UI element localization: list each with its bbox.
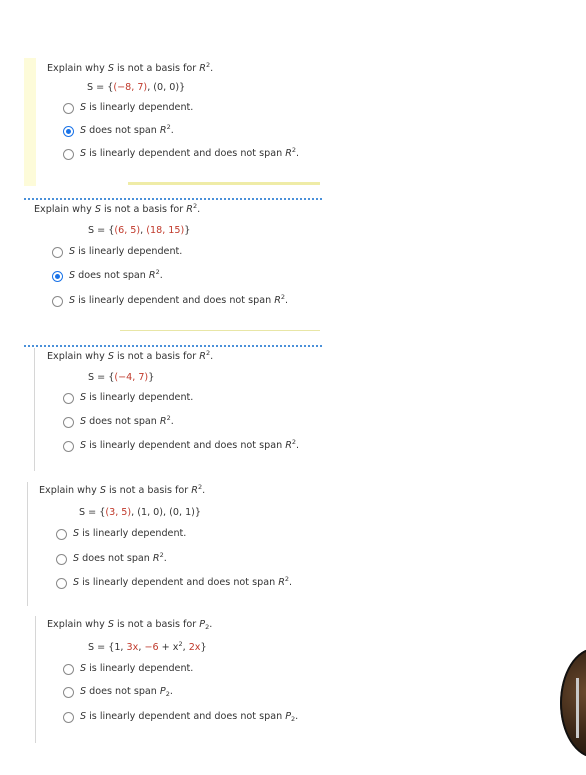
radio-button[interactable] <box>56 554 67 565</box>
radio-button[interactable] <box>63 664 74 675</box>
radio-button[interactable] <box>56 529 67 540</box>
question-border <box>34 348 35 471</box>
radio-button[interactable] <box>52 296 63 307</box>
radio-button[interactable] <box>63 687 74 698</box>
set-definition: S = {(3, 5), (1, 0), (0, 1)} <box>79 507 202 518</box>
set-definition: S = {1, 3x, $-6 + x^2$, 2x} <box>88 640 207 653</box>
question-prompt: Explain why S is not a basis for $R^2$. <box>34 202 201 215</box>
radio-button[interactable] <box>52 247 63 258</box>
radio-button[interactable] <box>63 417 74 428</box>
question-border <box>35 616 36 743</box>
radio-button[interactable] <box>63 712 74 723</box>
radio-button-selected[interactable] <box>52 271 63 282</box>
set-definition: S = {(6, 5), (18, 15)} <box>88 225 191 236</box>
section-divider <box>24 345 322 347</box>
question-prompt: Explain why S is not a basis for $R^2$. <box>39 483 206 496</box>
radio-button[interactable] <box>63 441 74 452</box>
set-definition: S = {(−4, 7)} <box>88 372 155 383</box>
answer-bar <box>128 182 320 185</box>
question-prompt: Explain why S is not a basis for $R^2$. <box>47 61 214 74</box>
radio-button[interactable] <box>63 103 74 114</box>
radio-button[interactable] <box>56 578 67 589</box>
question-border <box>27 482 28 606</box>
answer-bar <box>120 330 320 331</box>
section-divider <box>24 198 322 200</box>
radio-button[interactable] <box>63 149 74 160</box>
radio-button[interactable] <box>63 393 74 404</box>
radio-button-selected[interactable] <box>63 126 74 137</box>
question-prompt: Explain why S is not a basis for $P_2$. <box>47 619 213 631</box>
active-question-highlight <box>24 58 36 186</box>
thumbnail-rim <box>560 648 586 758</box>
set-definition: S = {(−8, 7), (0, 0)} <box>87 82 186 93</box>
webcam-thumbnail <box>560 648 586 758</box>
question-prompt: Explain why S is not a basis for $R^2$. <box>47 349 214 362</box>
